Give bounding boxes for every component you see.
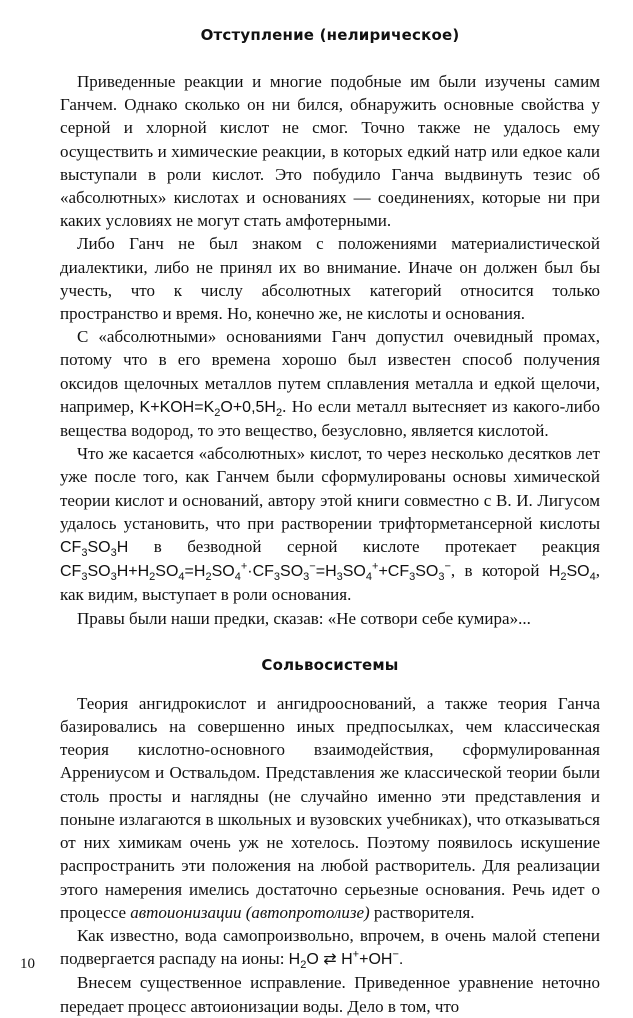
paragraph-1-text: Приведенные реакции и многие подобные им были изучены самим Ганчем. Однако сколько он ни бился, обнаружить основные свойства у серной и хлорной кислот не смог. Точно также не удалось ему осуществить и химические реакции, в которых едкий натр или едкое кали выступали в роли кислот. Это побудило Ганча выдвинуть тезис об «абсолютных» кислотах и основаниях — соединениях, которые ни при каких условиях не могут стать амфотерными. <box>60 72 600 231</box>
paragraph-8-text: Внесем существенное исправление. Приведенное уравнение неточно передает процесс автоионизации воды. Дело в том, что <box>60 973 600 1016</box>
paragraph-4-text-b: в безводной серной кислоте протекает реакция <box>153 537 600 557</box>
term-autoionization: автоионизации (автопротолизе) <box>130 902 370 922</box>
formula-reaction: $CF_3SO_3H+H_2SO_4=H_2SO_4^+\cdot CF_3SO_3^-=H_3SO_4^++CF_3SO_3^-$ <box>60 560 451 584</box>
paragraph-6-text-a: Теория ангидрокислот и ангидрооснований, а также теория Ганча базировались на совершенно иных предпосылках, чем классическая теория кислотно-основного взаимодействия, сформулированная Аррениусом и Оствальдом. Представления же классической теории были столь просты и наглядны (не случайно именно эти представления и поныне излагаются в школьных и вузовских учебниках), что отказываться от них химикам очень уж не хотелось. Поэтому появилось искушение распространить эти положения на любой растворитель. Для реализации этого намерения имелись достаточно серьезные основания. Речь идет о процессе <box>60 693 600 922</box>
paragraph-5 <box>60 607 600 630</box>
paragraph-2-text: Либо Ганч не был знаком с положениями материалистической диалектики, либо не принял их во внимание. Иначе он должен был бы учесть, что к числу абсолютных категорий относится только пространство и время. Но, конечно же, не кислоты и основания. <box>60 234 600 324</box>
paragraph-7-text: Как известно, вода самопроизвольно, впрочем, в очень малой степени подвергается распаду на ионы: <box>60 925 600 969</box>
paragraph-4-text-a: Что же касается «абсолютных» кислот, то через несколько десятков лет уже после того, как Ганчем были сформулированы основы химической теории кислот и оснований, автору этой книги совместно с В. И. Лигусом удалось установить, что при растворении трифторметансерной кислоты <box>60 444 600 533</box>
formula-h2so4: $H_2SO_4$ <box>548 563 596 584</box>
paragraph-3 <box>60 325 600 442</box>
paragraph-1 <box>60 70 600 232</box>
formula-cf3so3h: $CF_3SO_3H$ <box>60 539 129 560</box>
paragraph-4 <box>60 442 600 606</box>
page-number: 10 <box>20 956 35 972</box>
formula-k-koh: $K+KOH=K_2O+0,5H_2$ <box>139 398 283 420</box>
formula-water-ionization: $H_2O$ ⇄ H++OH−. <box>288 948 404 972</box>
paragraph-4-text-c: , в которой <box>450 561 540 581</box>
paragraph-2 <box>60 232 600 325</box>
paragraph-3-text-b: . Но если металл вытесняет из какого-либо вещества водород, то это вещество, безусловно, является кислотой. <box>60 396 600 441</box>
paragraph-4-text-d: , как видим, выступает в роли основания. <box>60 561 600 605</box>
paragraph-5-text: Правы были наши предки, сказав: «Не сотвори себе кумира»... <box>77 608 531 628</box>
paragraph-6 <box>60 692 600 924</box>
paragraph-6-text-b: растворителя. <box>373 902 475 922</box>
section-title-solvosystems: Сольвосистемы <box>261 655 399 674</box>
paragraph-3-text-a: С «абсолютными» основаниями Ганч допустил очевидный промах, потому что в его времена хорошо был известен способ получения оксидов щелочных металлов путем сплавления металла и едкой щелочи, например, <box>60 327 600 416</box>
paragraph-7 <box>60 924 600 971</box>
page-body <box>60 22 600 1018</box>
paragraph-8 <box>60 971 600 1017</box>
section-title-digression: Отступление (нелирическое) <box>200 26 460 44</box>
